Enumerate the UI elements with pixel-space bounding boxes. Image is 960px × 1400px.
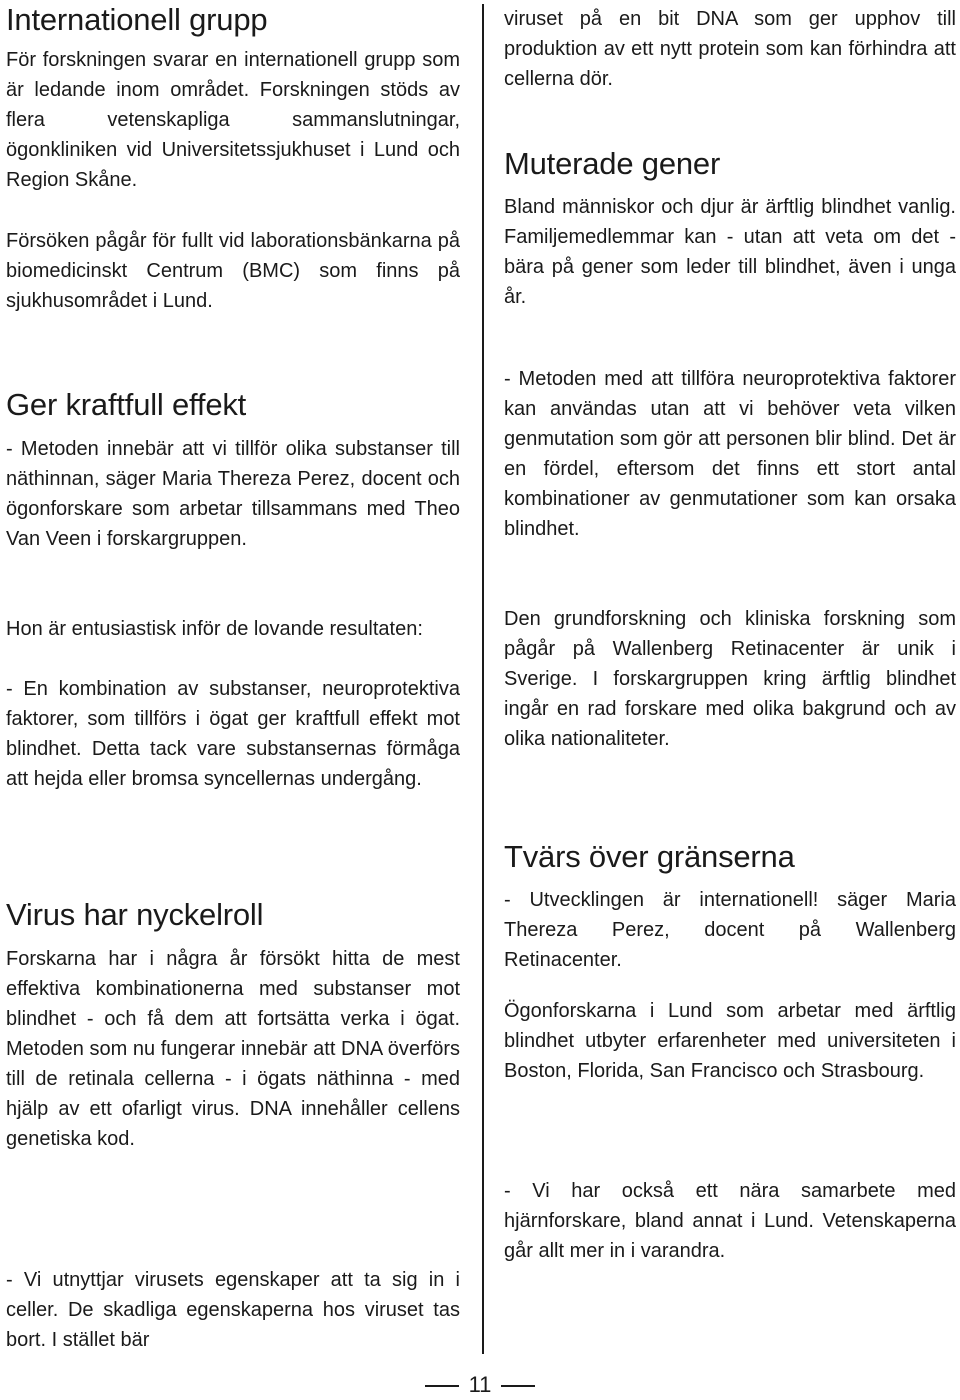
page-number xyxy=(0,1372,960,1398)
paragraph-virus-properties: - Vi utnyttjar virusets egenskaper att ta sig in i celler. De skadliga egenskaperna hos viruset tas bort. I stället bär xyxy=(6,1269,460,1351)
paragraph-neuroprotective: - Metoden med att tillföra neuroprotektiva faktorer kan användas utan att vi behöver veta vilken genmutation som gör att personen blir blind. Det är en fördel, eftersom det finns ett stort antal kombinationer av genmutationer som kan orsaka blindhet. xyxy=(504,368,956,540)
paragraph-exchange: Ögonforskarna i Lund som arbetar med ärftlig blindhet utbyter erfarenheter med universiteten i Boston, Florida, San Francisco och Strasbourg. xyxy=(504,1000,956,1082)
paragraph-virus-method: Forskarna har i några år försökt hitta de mest effektiva kombinationerna med substanser mot blindhet - och få dem att fortsätta verka i ögat. Metoden som nu fungerar innebär att DNA överförs till de retinala cellerna - i ögats näthinna - med hjälp av ett ofarligt virus. DNA innehåller cellens genetiska kod. xyxy=(6,948,460,1150)
paragraph-brain-research: - Vi har också ett nära samarbete med hjärnforskare, bland annat i Lund. Vetenskaperna går allt mer in i varandra. xyxy=(504,1180,956,1262)
paragraph-virus-dna: viruset på en bit DNA som ger upphov till produktion av ett nytt protein som kan förhindra att cellerna dör. xyxy=(504,8,956,90)
paragraph-combination: - En kombination av substanser, neuroprotektiva faktorer, som tillförs i ögat ger kraftfull effekt mot blindhet. Detta tack vare substansernas förmåga att hejda eller bromsa syncellernas undergång. xyxy=(6,678,460,790)
heading-tvars-over-granserna: Tvärs över gränserna xyxy=(504,839,795,874)
heading-ger-kraftfull-effekt: Ger kraftfull effekt xyxy=(6,387,247,422)
heading-muterade-gener: Muterade gener xyxy=(504,146,721,181)
column-divider xyxy=(482,4,484,1354)
paragraph-hereditary-blindness: Bland människor och djur är ärftlig blindhet vanlig. Familjemedlemmar kan - utan att veta om det - bära på gener som leder till blindhet, även i unga år. xyxy=(504,196,956,308)
paragraph-method-quote: - Metoden innebär att vi tillför olika substanser till näthinnan, säger Maria Thereza Perez, docent och ögonforskare som arbetar tillsammans med Theo Van Veen i forskargruppen. xyxy=(6,438,460,550)
paragraph-lab-trials: Försöken pågår för fullt vid laborationsbänkarna på biomedicinskt Centrum (BMC) som finns på sjukhusområdet i Lund. xyxy=(6,230,460,312)
page-number-dash-right xyxy=(501,1385,535,1387)
paragraph-research-group: För forskningen svarar en internationell grupp som är ledande inom området. Forskningen stöds av flera vetenskapliga sammanslutningar, ögonkliniken vid Universitetssjukhuset i Lund och Region Skåne. xyxy=(6,49,460,191)
page-number-dash-left xyxy=(425,1385,459,1387)
heading-internationell-grupp: Internationell grupp xyxy=(6,2,268,37)
page-number-value: 11 xyxy=(468,1372,492,1397)
paragraph-international: - Utvecklingen är internationell! säger Maria Thereza Perez, docent på Wallenberg Retinacenter. xyxy=(504,889,956,971)
paragraph-enthusiastic: Hon är entusiastisk inför de lovande resultaten: xyxy=(6,618,423,640)
paragraph-basic-research: Den grundforskning och kliniska forskning som pågår på Wallenberg Retinacenter är unik i Sverige. I forskargruppen kring ärftlig blindhet ingår en rad forskare med olika bakgrund och av olika nationaliteter. xyxy=(504,608,956,750)
heading-virus-har-nyckelroll: Virus har nyckelroll xyxy=(6,897,264,932)
